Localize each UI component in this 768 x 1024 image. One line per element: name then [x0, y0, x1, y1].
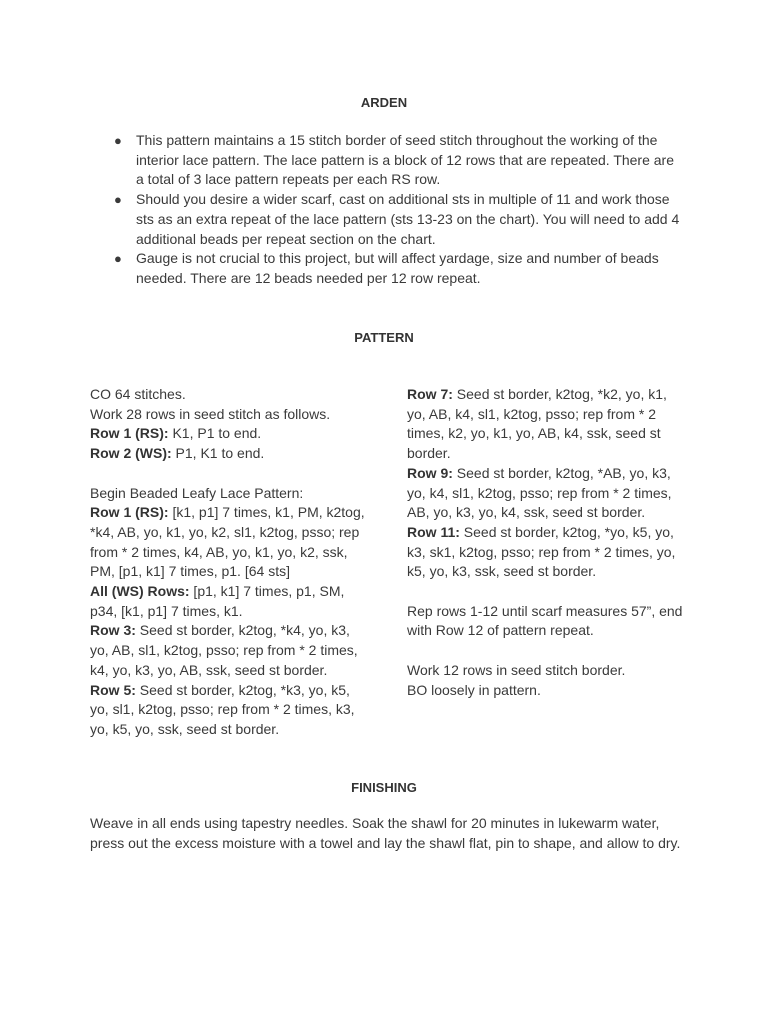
- spacer: [90, 464, 365, 484]
- bullet-text: Should you desire a wider scarf, cast on additional sts in multiple of 11 and work those sts as an extra repeat of the lace pattern (sts 13-23 on the chart). You will need to add 4 additional beads per repeat section on the chart.: [136, 191, 680, 247]
- list-item: [114, 190, 681, 249]
- bullet-icon: ●: [114, 133, 122, 148]
- bullet-text: This pattern maintains a 15 stitch border of seed stitch throughout the working of the interior lace pattern. The lace pattern is a block of 12 rows that are repeated. There are a total of 3 lace pattern repeats per each RS row.: [136, 132, 675, 188]
- lace-ws-rows: [90, 582, 365, 621]
- row-instructions: Seed st border, k2tog, *k2, yo, k1, yo, AB, k4, sl1, k2tog, psso; rep from * 2 times, k2, yo, k1, yo, AB, k4, ssk, seed st border.: [407, 386, 667, 462]
- lace-row-11: [407, 523, 687, 582]
- cast-on-line: CO 64 stitches.: [90, 386, 186, 402]
- seed-row-2: [90, 444, 365, 464]
- row-instructions: P1, K1 to end.: [171, 445, 265, 462]
- list-item: [114, 131, 681, 190]
- finishing-heading: FINISHING: [351, 780, 417, 795]
- row-label: Row 9:: [407, 464, 453, 481]
- spacer: [407, 641, 687, 661]
- pattern-heading: PATTERN: [354, 330, 414, 345]
- lace-row-3: [90, 621, 365, 680]
- row-label: Row 1 (RS):: [90, 425, 169, 442]
- row-instructions: Seed st border, k2tog, *AB, yo, k3, yo, k4, sl1, k2tog, psso; rep from * 2 times, AB, yo, k3, yo, k4, ssk, seed st border.: [407, 464, 672, 521]
- spacer: [407, 582, 687, 602]
- lace-row-9: [407, 464, 687, 523]
- notes-list: [114, 131, 681, 289]
- lace-row-7: [407, 385, 687, 464]
- lace-row-1: [90, 503, 365, 582]
- row-label: Row 5:: [90, 681, 136, 698]
- row-instructions: Seed st border, k2tog, *yo, k5, yo, k3, sk1, k2tog, psso; rep from * 2 times, yo, k5, yo, k3, ssk, seed st border.: [407, 523, 676, 580]
- row-instructions: Seed st border, k2tog, *k4, yo, k3, yo, AB, sl1, k2tog, psso; rep from * 2 times, k4, yo, k3, yo, AB, ssk, seed st border.: [90, 622, 358, 678]
- row-instructions: [k1, p1] 7 times, k1, PM, k2tog, *k4, AB, yo, k1, yo, k2, sl1, k2tog, psso; rep from * 2 times, k4, AB, yo, k1, yo, k2, ssk, PM, [p1, k1] 7 times, p1. [64 sts]: [90, 504, 365, 580]
- seed-row-1: [90, 424, 365, 444]
- pattern-right-column: [407, 385, 687, 700]
- bullet-icon: ●: [114, 192, 122, 208]
- bullet-icon: ●: [114, 251, 122, 267]
- lace-row-5: [90, 681, 365, 740]
- bind-off-instruction: BO loosely in pattern.: [407, 681, 541, 698]
- row-label: Row 3:: [90, 622, 136, 639]
- pattern-left-column: [90, 385, 365, 740]
- row-instructions: [p1, k1] 7 times, p1, SM, p34, [k1, p1] 7 times, k1.: [90, 583, 345, 619]
- document-title: ARDEN: [360, 95, 408, 110]
- bullet-text: Gauge is not crucial to this project, but will affect yardage, size and number of beads needed. There are 12 beads needed per 12 row repeat.: [136, 250, 659, 286]
- row-label: Row 11:: [407, 523, 460, 540]
- row-instructions: K1, P1 to end.: [168, 425, 262, 442]
- row-label: Row 2 (WS):: [90, 445, 172, 462]
- border-instruction: Work 12 rows in seed stitch border.: [407, 661, 626, 678]
- row-instructions: Seed st border, k2tog, *k3, yo, k5, yo, sl1, k2tog, psso; rep from * 2 times, k3, yo, k5, yo, ssk, seed st border.: [90, 681, 355, 737]
- repeat-instruction: Rep rows 1-12 until scarf measures 57”, end with Row 12 of pattern repeat.: [407, 602, 683, 639]
- row-label: All (WS) Rows:: [90, 583, 190, 600]
- seed-intro-line: Work 28 rows in seed stitch as follows.: [90, 405, 331, 422]
- row-label: Row 1 (RS):: [90, 504, 169, 521]
- list-item: [114, 249, 681, 288]
- row-label: Row 7:: [407, 386, 453, 402]
- lace-intro-line: Begin Beaded Leafy Lace Pattern:: [90, 484, 304, 501]
- finishing-paragraph: Weave in all ends using tapestry needles. Soak the shawl for 20 minutes in lukewarm water, press out the excess moisture with a towel and lay the shawl flat, pin to shape, and allow to dry.: [90, 815, 681, 851]
